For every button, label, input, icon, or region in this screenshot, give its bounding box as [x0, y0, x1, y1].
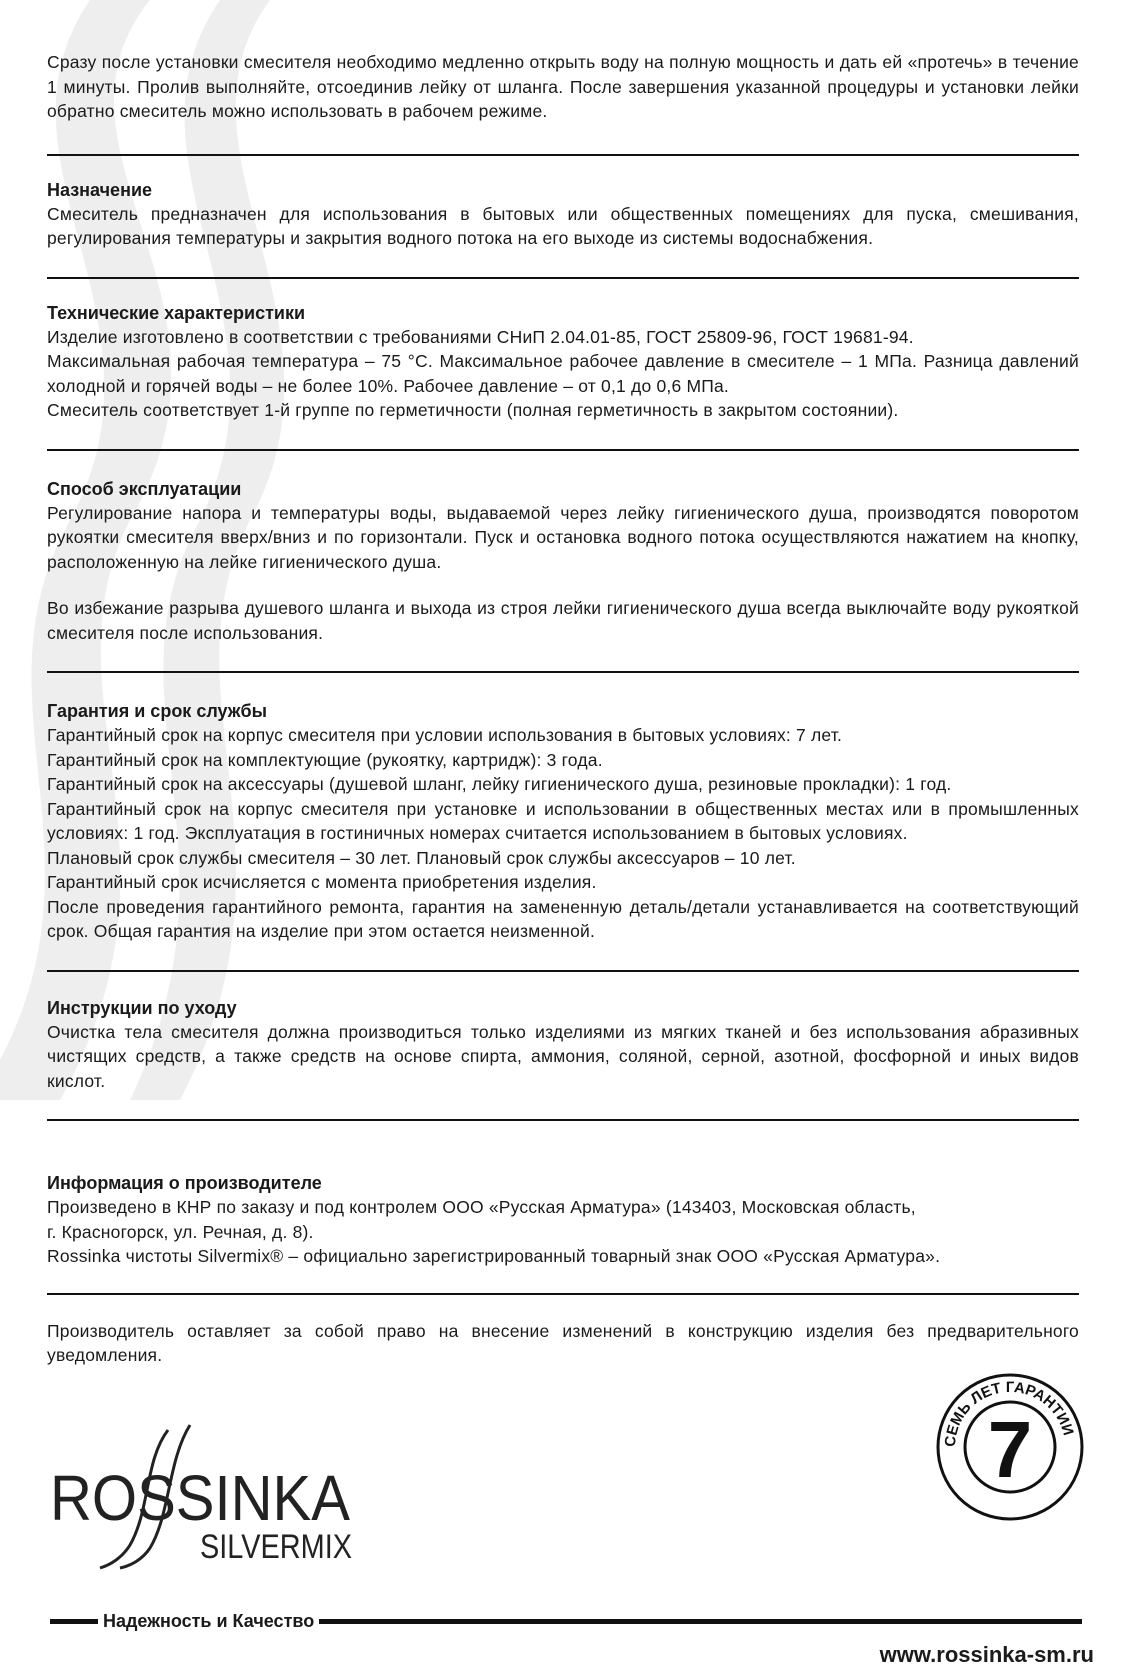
section-line: После проведения гарантийного ремонта, гарантия на замененную деталь/детали устанавливается на соответствующий срок. Общая гарантия на изделие при этом остается неизменной.: [47, 896, 1079, 941]
section-line: Гарантийный срок на корпус смесителя при установке и использовании в общественных местах или в промышленных условиях: 1 год. Эксплуатация в гостиничных номерах считается использованием в бытовых условиях.: [47, 798, 1079, 843]
section-line: Максимальная рабочая температура – 75 °С. Максимальное рабочее давление в смесителе – 1 МПа. Разница давлений холодной и горячей воды – не более 10%. Рабочее давление – от 0,1 до 0,6 МПа.: [47, 351, 1079, 396]
section-line: Гарантийный срок на аксессуары (душевой шланг, лейку гигиенического душа, резиновые прокладки): 1 год.: [47, 774, 952, 794]
seven-year-warranty-badge: [935, 1372, 1085, 1522]
section-specs: [47, 301, 1079, 423]
section-purpose: [47, 178, 1079, 251]
section-text: Регулирование напора и температуры воды, выдаваемой через лейку гигиенического душа, производятся поворотом рукоятки смесителя вверх/вниз и по горизонтали. Пуск и остановка водного потока осуществляются нажатием на кнопку, расположенную на лейке гигиенического душа.: [47, 502, 1079, 572]
disclaimer-text: Производитель оставляет за собой право на внесение изменений в конструкцию изделия без предварительного уведомления.: [47, 1320, 1079, 1365]
divider: [47, 277, 1079, 279]
section-line: Rossinka чистоты Silvermix® – официально зарегистрированный товарный знак ООО «Русская Арматура».: [47, 1246, 941, 1266]
divider: [47, 671, 1079, 673]
divider: [47, 1293, 1079, 1295]
section-line: Плановый срок службы смесителя – 30 лет. Плановый срок службы аксессуаров – 10 лет.: [47, 847, 796, 868]
svg-text:SILVERMIX: SILVERMIX: [200, 1528, 352, 1566]
section-care: [47, 996, 1079, 1094]
section-line: Произведено в КНР по заказу и под контролем ООО «Русская Арматура» (143403, Московская область,: [47, 1197, 916, 1217]
intro-paragraph: Сразу после установки смесителя необходимо медленно открыть воду на полную мощность и дать ей «протечь» в течение 1 минуты. Пролив выполняйте, отсоединив лейку от шланга. После завершения указанной процедуры и установки лейки обратно смеситель можно использовать в рабочем режиме.: [47, 52, 1079, 121]
section-line: Гарантийный срок на корпус смесителя при условии использования в бытовых условиях: 7 лет.: [47, 725, 843, 745]
footer: [0, 1340, 1144, 1667]
rossinka-logo: [50, 1420, 370, 1570]
tagline-row: [50, 1609, 1082, 1633]
section-heading: Назначение: [47, 179, 153, 200]
section-heading: Технические характеристики: [47, 302, 306, 323]
section-heading: Гарантия и срок службы: [47, 701, 268, 721]
section-heading: Информация о производителе: [47, 1173, 322, 1193]
svg-text:СЕМЬ ЛЕТ ГАРАНТИИ: СЕМЬ ЛЕТ ГАРАНТИИ: [941, 1378, 1077, 1448]
section-heading: Инструкции по уходу: [47, 997, 237, 1018]
document-body: [47, 50, 1079, 1368]
section-text: Очистка тела смесителя должна производиться только изделиями из мягких тканей и без использования абразивных чистящих средств, а также средств на основе спирта, аммония, соляной, серной, азотной, фосфорной и иных видов кислот.: [47, 1021, 1079, 1091]
svg-text:ROSSINKA: ROSSINKA: [50, 1462, 351, 1534]
section-line: Смеситель соответствует 1-й группе по герметичности (полная герметичность в закрытом состоянии).: [47, 400, 899, 420]
section-line: Изделие изготовлено в соответствии с требованиями СНиП 2.04.01-85, ГОСТ 25809-96, ГОСТ 19681-94.: [47, 326, 914, 347]
website-link[interactable]: www.rossinka-sm.ru: [879, 1642, 1094, 1667]
tagline-bar-left: [50, 1619, 98, 1624]
section-text: Во избежание разрыва душевого шланга и выхода из строя лейки гигиенического душа всегда выключайте воду рукояткой смесителя после использования.: [47, 598, 1079, 643]
divider: [47, 154, 1079, 156]
section-text: Смеситель предназначен для использования в бытовых или общественных помещениях для пуска, смешивания, регулирования температуры и закрытия водного потока на его выходе из системы водоснабжения.: [47, 203, 1079, 248]
tagline-bar-right: [319, 1619, 1082, 1624]
section-line: Гарантийный срок исчисляется с момента приобретения изделия.: [47, 872, 597, 892]
tagline: Надежность и Качество: [103, 1610, 315, 1631]
section-line: г. Красногорск, ул. Речная, д. 8).: [47, 1221, 314, 1242]
section-manufacturer: [47, 1171, 1079, 1269]
svg-text:7: 7: [987, 1405, 1033, 1494]
divider: [47, 449, 1079, 451]
divider: [47, 1119, 1079, 1121]
section-warranty: [47, 699, 1079, 944]
section-heading: Способ эксплуатации: [47, 478, 242, 499]
divider: [47, 970, 1079, 972]
section-line: Гарантийный срок на комплектующие (рукоятку, картридж): 3 года.: [47, 749, 603, 770]
section-usage: [47, 477, 1079, 646]
